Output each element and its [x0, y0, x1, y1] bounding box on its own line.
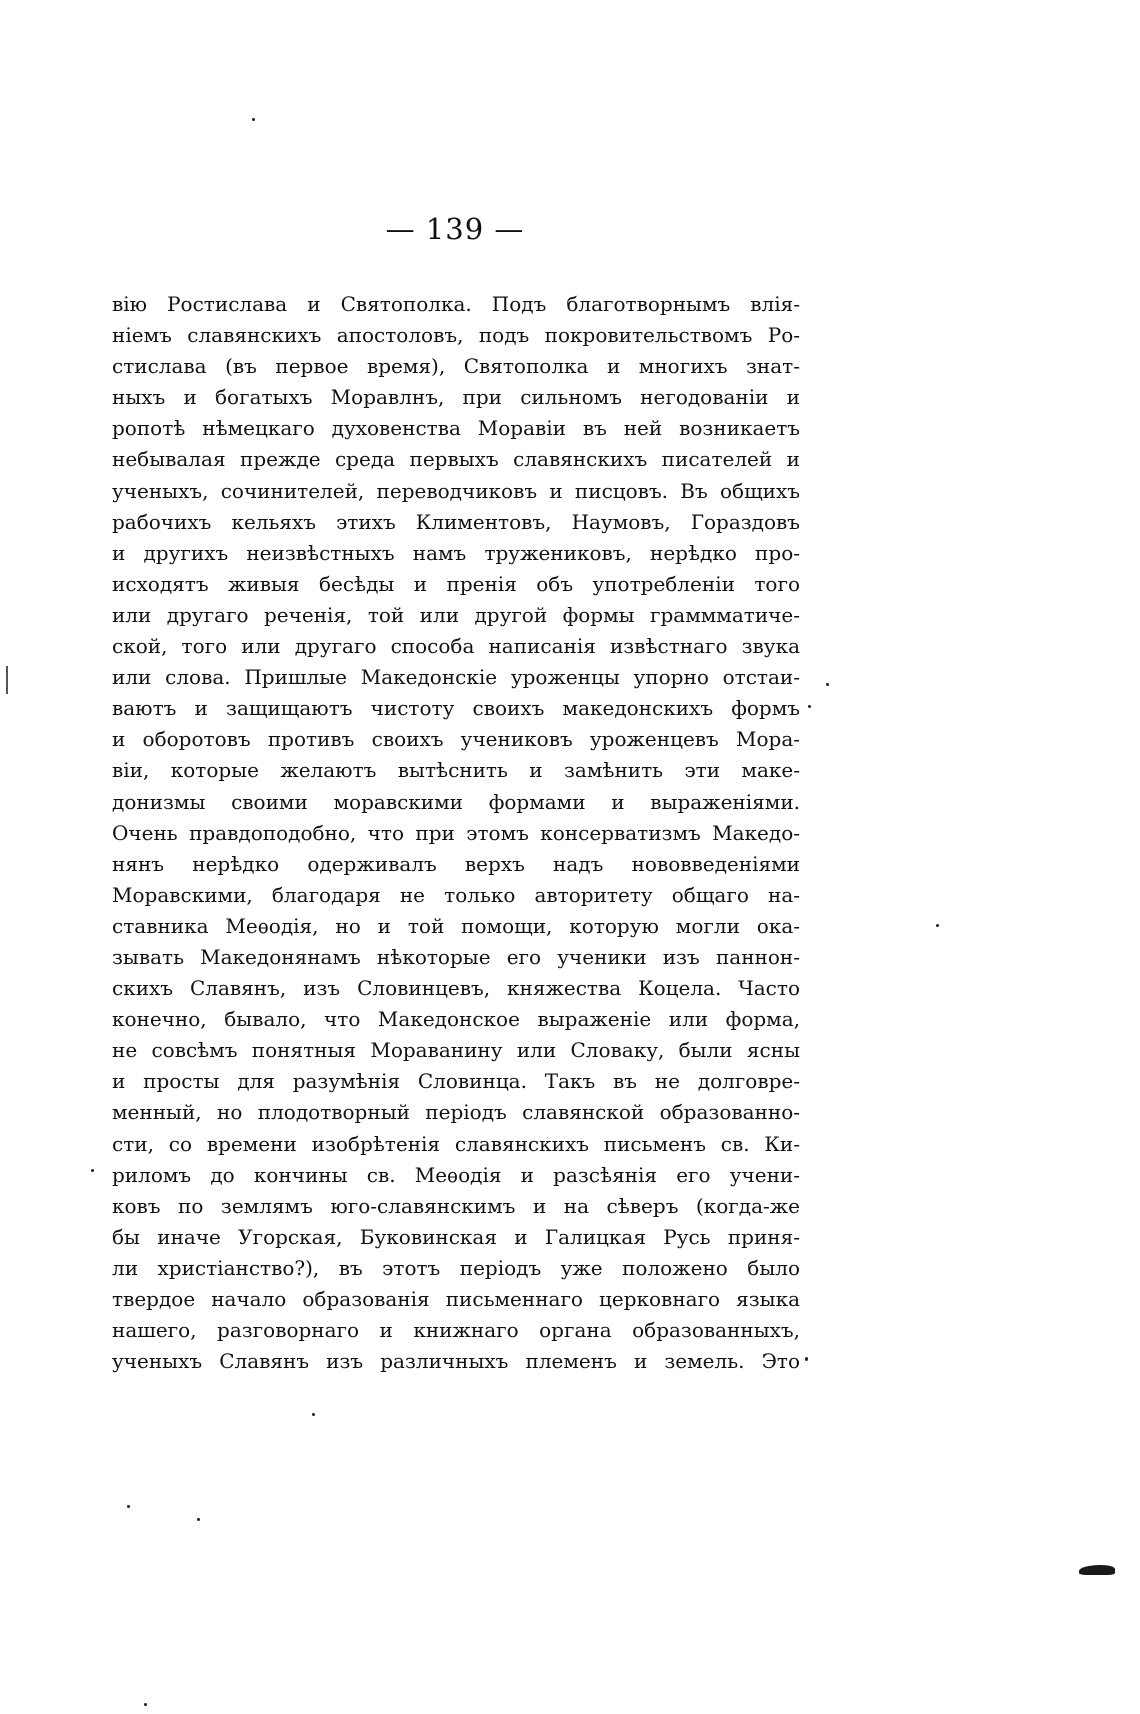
text-line: или другаго реченія, той или другой формы граммматиче-	[112, 602, 800, 627]
scan-speck	[808, 705, 811, 708]
text-line: віи, которые желаютъ вытѣснить и замѣнить эти маке-	[112, 758, 800, 783]
text-line: вію Ростислава и Святополка. Подъ благотворнымъ влія-	[112, 292, 800, 316]
scan-speck	[805, 1357, 808, 1361]
scan-speck	[936, 924, 939, 927]
text-line: ропотѣ нѣмецкаго духовенства Моравіи въ ней возникаетъ	[112, 416, 800, 441]
text-line: и оборотовъ противъ своихъ учениковъ уроженцевъ Мора-	[112, 727, 800, 752]
text-line: не совсѣмъ понятныя Мораванину или Словаку, были ясны	[112, 1038, 800, 1063]
text-line: ской, того или другаго способа написанія извѣстнаго звука	[112, 634, 800, 659]
text-line: стислава (въ первое время), Святополка и многихъ знат-	[112, 354, 800, 379]
text-line: исходятъ живыя бесѣды и пренія объ употребленіи того	[112, 571, 800, 596]
text-line: сти, со времени изобрѣтенія славянскихъ письменъ св. Ки-	[112, 1131, 800, 1156]
text-line: и другихъ неизвѣстныхъ намъ тружениковъ, нерѣдко про-	[112, 540, 800, 565]
text-line: или слова. Пришлые Македонскіе уроженцы упорно отстаи-	[112, 665, 800, 690]
scan-speck	[127, 1505, 130, 1508]
text-line: рабочихъ кельяхъ этихъ Климентовъ, Наумовъ, Гораздовъ	[112, 509, 800, 534]
scan-speck	[826, 683, 829, 686]
body-text	[112, 289, 800, 1377]
scan-corner-mark	[1079, 1565, 1115, 1575]
text-line: ставника Меѳодія, но и той помощи, которую могли ока-	[112, 913, 800, 938]
scan-speck	[197, 1518, 200, 1521]
scan-speck	[312, 1413, 315, 1416]
text-line: менный, но плодотворный періодъ славянской образованно-	[112, 1100, 800, 1125]
page-number: — 139 —	[385, 212, 525, 246]
text-line: ли христіанство?), въ этотъ періодъ уже положено было	[112, 1255, 800, 1280]
text-line: твердое начало образованія письменнаго церковнаго языка	[112, 1287, 800, 1311]
text-line: ученыхъ Славянъ изъ различныхъ племенъ и земель. Это	[112, 1349, 800, 1374]
text-line: нашего, разговорнаго и книжнаго органа образованныхъ,	[112, 1318, 800, 1343]
scan-margin-mark	[6, 666, 8, 694]
text-line: ваютъ и защищаютъ чистоту своихъ македонскихъ формъ	[112, 696, 800, 721]
text-line: скихъ Славянъ, изъ Словинцевъ, княжества Коцела. Часто	[112, 976, 800, 1001]
text-line: нянъ нерѣдко одерживалъ верхъ надъ нововведеніями	[112, 851, 800, 876]
text-line: ніемъ славянскихъ апостоловъ, подъ покровительствомъ Ро-	[112, 323, 800, 348]
text-line: ковъ по землямъ юго-славянскимъ и на сѣверъ (когда-же	[112, 1193, 800, 1218]
scan-speck	[252, 118, 255, 121]
scan-speck	[91, 1169, 94, 1172]
text-line: Моравскими, благодаря не только авторитету общаго на-	[112, 882, 800, 907]
text-line: донизмы своими моравскими формами и выраженіями.	[112, 789, 800, 814]
text-line: и просты для разумѣнія Словинца. Такъ въ не долговре-	[112, 1069, 800, 1094]
text-line: Очень правдоподобно, что при этомъ консерватизмъ Македо-	[112, 820, 800, 845]
text-line: конечно, бывало, что Македонское выраженіе или форма,	[112, 1007, 800, 1032]
scan-speck	[144, 1703, 147, 1706]
text-line: ученыхъ, сочинителей, переводчиковъ и писцовъ. Въ общихъ	[112, 478, 800, 503]
text-line: зывать Македонянамъ нѣкоторые его ученики изъ паннон-	[112, 944, 800, 969]
text-line: бы иначе Угорская, Буковинская и Галицкая Русь приня-	[112, 1224, 800, 1249]
text-line: небывалая прежде среда первыхъ славянскихъ писателей и	[112, 447, 800, 472]
text-line: риломъ до кончины св. Меѳодія и разсѣянія его учени-	[112, 1162, 800, 1187]
text-line: ныхъ и богатыхъ Моравлнъ, при сильномъ негодованіи и	[112, 385, 800, 410]
